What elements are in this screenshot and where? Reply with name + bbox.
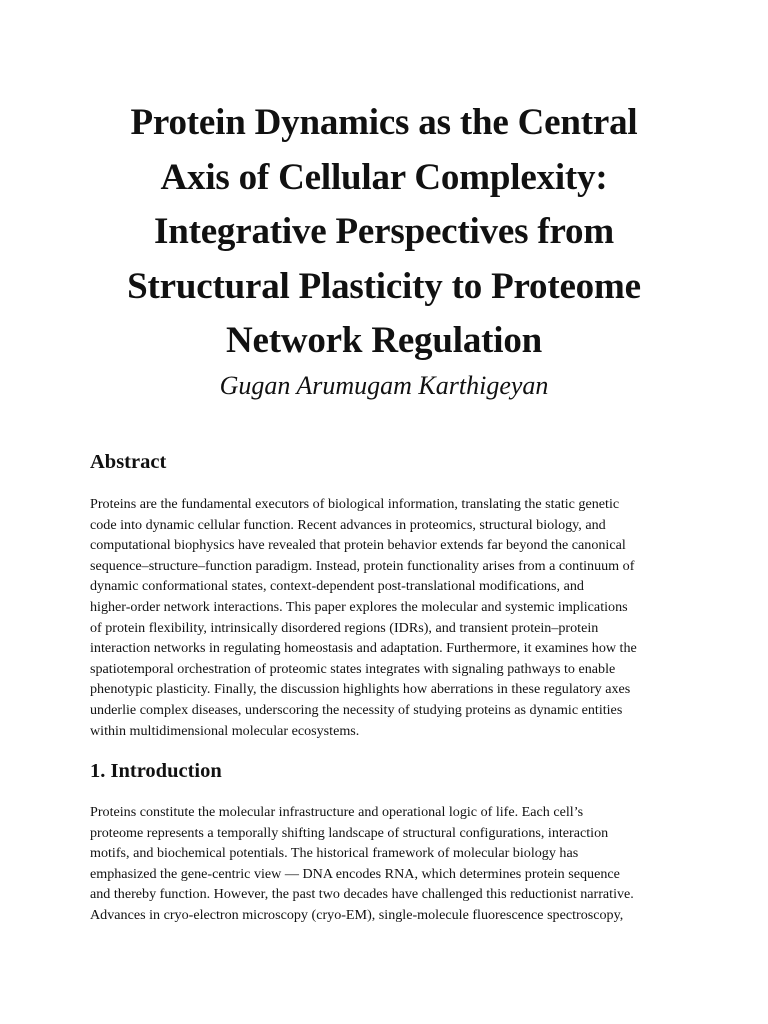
paper-title	[80, 96, 688, 369]
title-line: Protein Dynamics as the Central	[130, 102, 638, 143]
introduction-line: Advances in cryo-electron microscopy (cryo-EM), single-molecule fluorescence spectroscopy,	[90, 906, 624, 923]
introduction-line: and thereby function. However, the past two decades have challenged this reductionist narrative.	[90, 886, 634, 903]
abstract-line: dynamic conformational states, context-dependent post-translational modifications, and	[90, 578, 584, 595]
abstract-line: of protein flexibility, intrinsically disordered regions (IDRs), and transient protein–protein	[90, 619, 599, 636]
abstract-body	[90, 494, 686, 741]
title-line: Integrative Perspectives from	[154, 211, 614, 252]
abstract-line: higher-order network interactions. This paper explores the molecular and systemic implications	[90, 598, 628, 615]
abstract-line: Proteins are the fundamental executors of biological information, translating the static genetic	[90, 496, 620, 512]
title-line: Axis of Cellular Complexity:	[160, 156, 608, 198]
title-line: Structural Plasticity to Proteome	[127, 265, 641, 307]
introduction-line: emphasized the gene-centric view — DNA encodes RNA, which determines protein sequence	[90, 865, 620, 882]
abstract-heading: Abstract	[90, 451, 167, 473]
abstract-line: underlie complex diseases, underscoring the necessity of studying proteins as dynamic entities	[90, 701, 623, 718]
abstract-line: computational biophysics have revealed that protein behavior extends far beyond the canonical	[90, 537, 626, 554]
author-name: Gugan Arumugam Karthigeyan	[219, 371, 549, 400]
introduction-heading: 1. Introduction	[90, 760, 222, 782]
introduction-line: proteome represents a temporally shifting landscape of structural configurations, interaction	[90, 824, 609, 841]
abstract-line: spatiotemporal orchestration of proteomic states integrates with signaling pathways to enable	[90, 660, 616, 677]
title-line: Network Regulation	[225, 320, 542, 361]
introduction-body	[90, 802, 686, 926]
abstract-line: sequence–structure–function paradigm. Instead, protein functionality arises from a continuum of	[90, 557, 635, 574]
introduction-line: motifs, and biochemical potentials. The historical framework of molecular biology has	[90, 845, 579, 862]
abstract-line: interaction networks in regulating homeostasis and adaptation. Furthermore, it examines how the	[90, 640, 637, 657]
abstract-line: code into dynamic cellular function. Recent advances in proteomics, structural biology, and	[90, 516, 606, 533]
introduction-line: Proteins constitute the molecular infrastructure and operational logic of life. Each cell’s	[90, 804, 584, 820]
abstract-line: within multidimensional molecular ecosystems.	[90, 722, 360, 739]
abstract-line: phenotypic plasticity. Finally, the discussion highlights how aberrations in these regulatory axes	[90, 681, 631, 698]
